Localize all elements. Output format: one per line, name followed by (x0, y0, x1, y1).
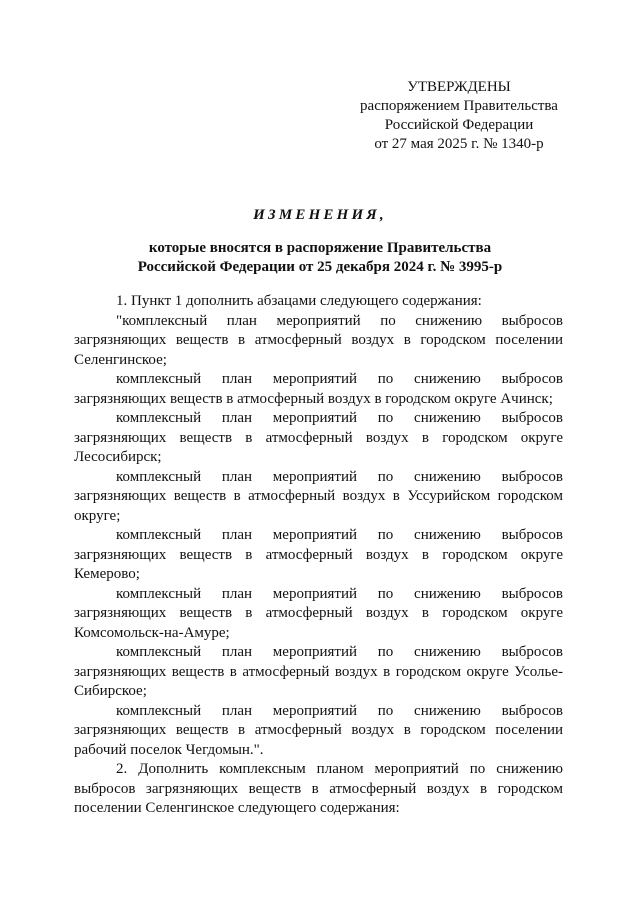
paragraph-plan-selenginskoe: "комплексный план мероприятий по снижению выбросов загрязняющих веществ в атмосферный воздух в городском поселении Селенгинское; (74, 312, 563, 368)
approval-line-date: от 27 мая 2025 г. № 1340-р (374, 136, 544, 152)
paragraph-plan-achinsk: комплексный план мероприятий по снижению выбросов загрязняющих веществ в атмосферный воздух в городском округе Ачинск; (74, 371, 563, 407)
document-body (74, 292, 563, 819)
approval-line-order: распоряжением Правительства (360, 98, 558, 114)
approval-line-government: Российской Федерации (384, 117, 534, 133)
paragraph-plan-chegdomyn: комплексный план мероприятий по снижению выбросов загрязняющих веществ в атмосферный воздух в городском поселении рабочий поселок Чегдомын.". (74, 702, 563, 758)
document-title: ИЗМЕНЕНИЯ, (253, 207, 387, 223)
paragraph-item-1: 1. Пункт 1 дополнить абзацами следующего содержания: (116, 293, 482, 309)
document-subtitle-line-1: которые вносятся в распоряжение Правительства (148, 240, 492, 256)
document-subtitle-line-2: Российской Федерации от 25 декабря 2024 г. № 3995-р (137, 259, 503, 275)
document-title-block (70, 205, 570, 277)
paragraph-plan-komsomolsk: комплексный план мероприятий по снижению выбросов загрязняющих веществ в атмосферный воздух в городском округе Комсомольск-на-Амуре; (74, 585, 563, 641)
approval-heading: УТВЕРЖДЕНЫ (407, 79, 511, 95)
paragraph-item-2: 2. Дополнить комплексным планом мероприятий по снижению выбросов загрязняющих веществ в атмосферный воздух в городском поселении Селенгинское следующего содержания: (74, 761, 563, 816)
approval-stamp-block (350, 78, 568, 154)
paragraph-plan-lesosibirsk: комплексный план мероприятий по снижению выбросов загрязняющих веществ в атмосферный воздух в городском округе Лесосибирск; (74, 410, 563, 465)
paragraph-plan-kemerovo: комплексный план мероприятий по снижению выбросов загрязняющих веществ в атмосферный воздух в городском округе Кемерово; (74, 527, 563, 582)
paragraph-plan-usolye: комплексный план мероприятий по снижению выбросов загрязняющих веществ в атмосферный воздух в городском округе Усолье-Сибирское; (74, 644, 563, 699)
paragraph-plan-ussuriysk: комплексный план мероприятий по снижению выбросов загрязняющих веществ в атмосферный воздух в Уссурийском городском округе; (74, 468, 563, 524)
